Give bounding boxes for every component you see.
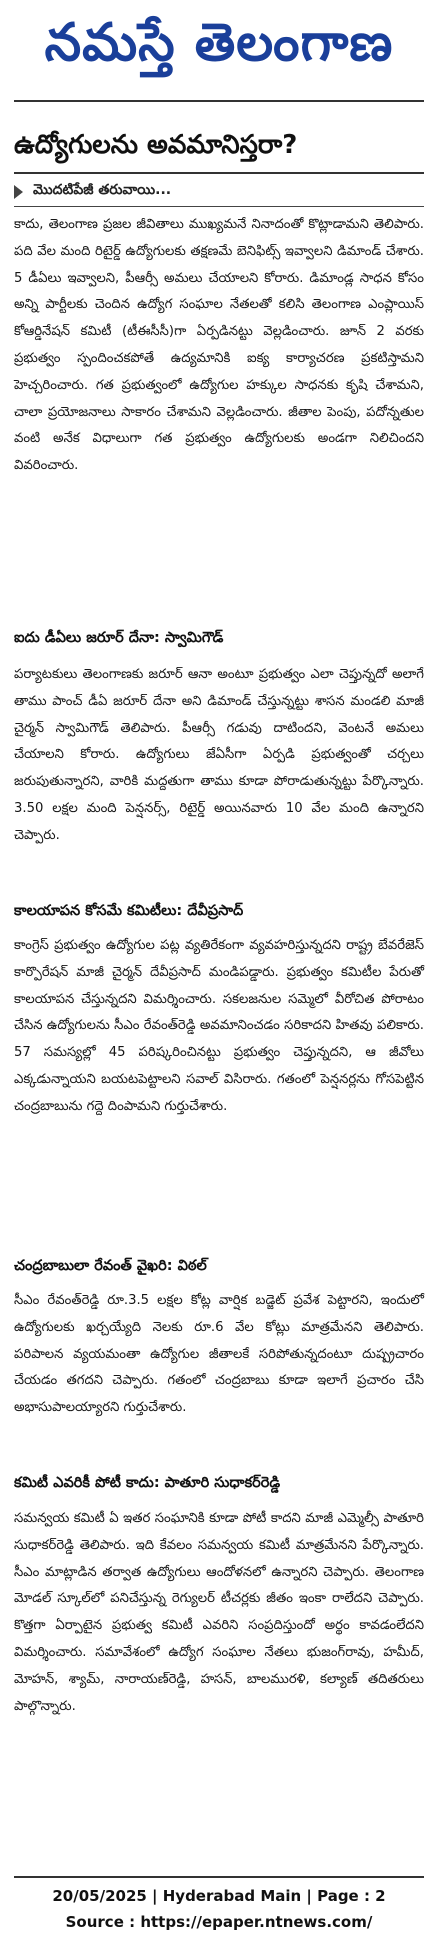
section-body-deviprasad: కాంగ్రెస్ ప్రభుత్వం ఉద్యోగుల పట్ల వ్యతిరేకంగా వ్యవహరిస్తున్నదని రాష్ట్ర బేవరేజెస్ కార్పొరేషన్ మాజీ చైర్మన్ దేవీప్రసాద్ మండిపడ్డారు. ప్రభుత్వం కమిటీల పేరుతో కాలయాపన చేస్తున్నదని విమర్శించారు. సకలజనుల సమ్మెలో వీరోచిత పోరాటం చేసిన ఉద్యోగులను సీఎం రేవంత్‌రెడ్డి అవమానించడం సరికాదని హితవు పలికారు. 57 సమస్యల్లో 45 పరిష్కరించినట్టు ప్రభుత్వం చెప్తున్నదని, ఆ జీవోలు ఎక్కడున్నాయని బయటపెట్టాలని సవాల్ విసిరారు. గతంలో పెన్షనర్లను గోసపెట్టిన చంద్రబాబును గద్దె దింపామని గుర్తుచేశారు. [14, 938, 424, 1114]
headline-divider [14, 172, 424, 174]
source-line: Source : https://epaper.ntnews.com/ [65, 1913, 373, 1931]
continued-divider [14, 206, 424, 207]
triangle-arrow-icon [14, 185, 23, 199]
masthead-divider [14, 100, 424, 102]
footer-divider [14, 1876, 424, 1878]
subheading-swamygoud: ఐదు డీఏలు జరూర్ దేనా: స్వామిగౌడ్ [14, 630, 224, 646]
article-headline: ఉద్యోగులను అవమానిస్తరా? [14, 130, 298, 160]
section-body-swamygoud: పర్యాటకులు తెలంగాణకు జరూర్ ఆనా అంటూ ప్రభుత్వం ఎలా చెప్తున్నదో అలాగే తాము పాంచ్ డీఏ జరూర్ దేనా అని డిమాండ్ చేస్తున్నట్టు శాసన మండలి మాజీ చైర్మన్ స్వామిగౌడ్ తెలిపారు. పీఆర్సీ గడువు దాటిందని, వెంటనే అమలు చేయాలని కోరారు. ఉద్యోగులు జేఏసీగా ఏర్పడి ప్రభుత్వంతో చర్చలు జరుపుతున్నారని, వారికి మద్దతుగా తాము కూడా పోరాడుతున్నట్టు పేర్కొన్నారు. 3.50 లక్షల మంది పెన్షనర్స్, రిటైర్డ్ అయినవారు 10 వేల మంది ఉన్నారని చెప్పారు. [14, 667, 424, 843]
newspaper-logo: నమస్తే తెలంగాణ [44, 12, 394, 73]
subheading-sudhakar-reddy: కమిటీ ఎవరికీ పోటీ కాదు: పాతూరి సుధాకర్‌రెడ్డి [14, 1475, 281, 1491]
masthead [0, 0, 438, 98]
continued-label [14, 182, 424, 201]
article-intro-paragraph: కాదు, తెలంగాణ ప్రజల జీవితాలు ముఖ్యమనే నినాదంతో కొట్లాడామని తెలిపారు. పది వేల మంది రిటైర్డ్ ఉద్యోగులకు తక్షణమే బెనిఫిట్స్ ఇవ్వాలని డిమాండ్ చేశారు. 5 డీఏలు ఇవ్వాలని, పీఆర్సీ అమలు చేయాలని కోరారు. డిమాండ్ల సాధన కోసం అన్ని పార్టీలకు చెందిన ఉద్యోగ సంఘాల నేతలతో కలిసి తెలంగాణ ఎంప్లాయిస్ కోఆర్డినేషన్ కమిటీ (టీఈసీసీ)గా ఏర్పడినట్టు వెల్లడించారు. జూన్ 2 వరకు ప్రభుత్వం స్పందించకపోతే ఉద్యమానికి ఐక్య కార్యాచరణ ప్రకటిస్తామని హెచ్చరించారు. గత ప్రభుత్వంలో ఉద్యోగుల హక్కుల సాధనకు కృషి చేశామని, చాలా ప్రయోజనాలు సాకారం చేశామని వెల్లడించారు. జీతాల పెంపు, పదోన్నతుల వంటి అనేక విధాలుగా గత ప్రభుత్వం ఉద్యోగులకు అండగా నిలిచిందని వివరించారు. [14, 217, 424, 474]
section-body-vithal: సీఎం రేవంత్‌రెడ్డి రూ.3.5 లక్షల కోట్ల వార్షిక బడ్జెట్ ప్రవేశ పెట్టారని, ఇందులో ఉద్యోగులకు ఖర్చయ్యేది నెలకు రూ.6 వేల కోట్లు మాత్రమేనని తెలిపారు. పరిపాలన వ్యయమంతా ఉద్యోగుల జీతాలకే సరిపోతున్నదంటూ దుష్ప్రచారం చేయడం తగదని చెప్పారు. గతంలో చంద్రబాబు కూడా ఇలాగే ప్రచారం చేసి అభాసుపాలయ్యారని గుర్తుచేశారు. [14, 1293, 424, 1416]
continued-text: మొదటిపేజీ తరువాయి... [33, 182, 172, 198]
section-body-sudhakar-reddy: సమన్వయ కమిటీ ఏ ఇతర సంఘానికి కూడా పోటీ కాదని మాజీ ఎమ్మెల్సీ పాతూరి సుధాకర్‌రెడ్డి తెలిపారు. ఇది కేవలం సమన్వయ కమిటీ మాత్రమేనని పేర్కొన్నారు. సీఎం మాట్లాడిన తర్వాత ఉద్యోగులు ఆందోళనలో ఉన్నారని చెప్పారు. తెలంగాణ మోడల్ స్కూల్‌లో పనిచేస్తున్న రెగ్యులర్ టీచర్లకు జీతం ఇంకా రాలేదని చెప్పారు. కొత్తగా ఏర్పాటైన ప్రభుత్వ కమిటీ ఎవరిని సంప్రదిస్తుందో అర్థం కావడంలేదని విమర్శించారు. సమావేశంలో ఉద్యోగ సంఘాల నేతలు భుజంగ్‌రావు, హమీద్, మోహన్, శ్యామ్, నారాయణ్‌రెడ్డి, హసన్, బాలమురళి, కల్యాణ్ తదితరులు పాల్గొన్నారు. [14, 1511, 424, 1714]
edition-line: 20/05/2025 | Hyderabad Main | Page : 2 [52, 1887, 386, 1905]
subheading-deviprasad: కాలయాపన కోసమే కమిటీలు: దేవీప్రసాద్ [14, 903, 244, 919]
subheading-vithal: చంద్రబాబులా రేవంత్ వైఖరి: విఠల్ [14, 1258, 207, 1274]
